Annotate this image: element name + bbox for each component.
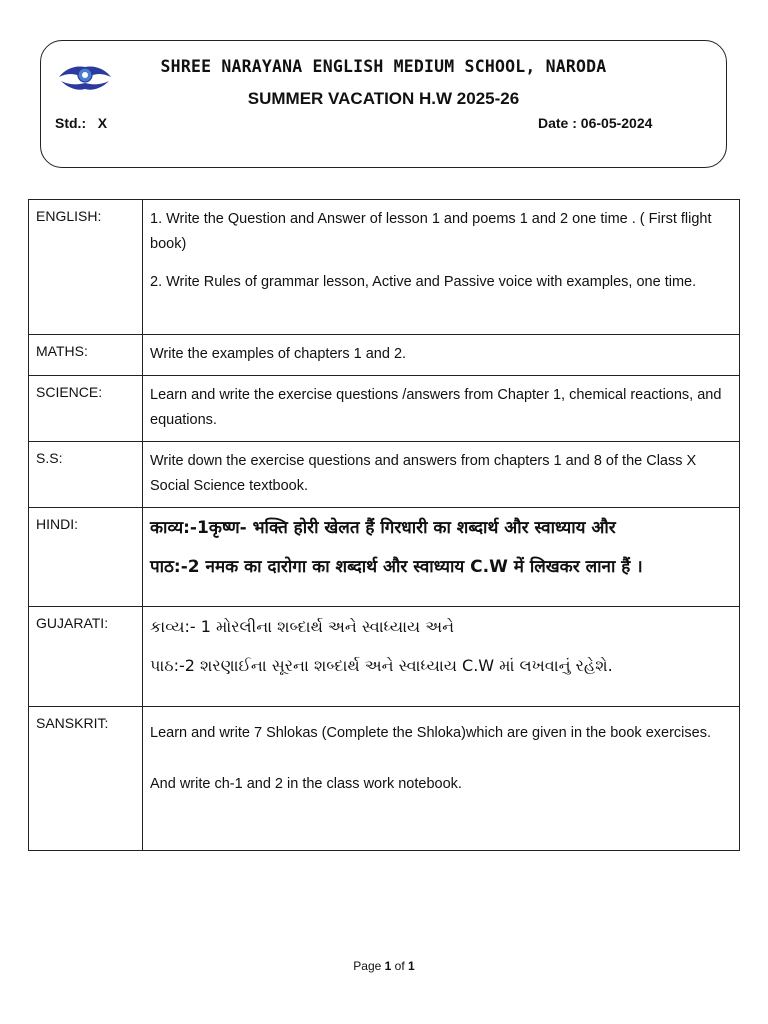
subject-cell: HINDI: [29,508,143,607]
subject-cell: GUJARATI: [29,607,143,707]
task-item: Learn and write the exercise questions /answers from Chapter 1, chemical reactions, and equations. [150,387,722,428]
task-cell [143,376,740,442]
std-field [55,115,107,131]
subject-cell: MATHS: [29,335,143,376]
table-row-english [29,200,740,335]
footer-current-page: 1 [384,959,392,973]
subject-cell: SANSKRIT: [29,707,143,851]
task-item: And write ch-1 and 2 in the class work notebook. [150,776,462,792]
task-item: पाठ:-2 नमक का दारोगा का शब्दार्थ और स्वाध्याय C.W में लिखकर लाना हैं । [150,557,643,577]
std-value: X [97,115,108,131]
task-cell [143,508,740,607]
header-box [40,40,727,168]
table-row-maths [29,335,740,376]
date-field [538,115,652,131]
subject-cell: ENGLISH: [29,200,143,335]
task-item: પાઠ:-2 શરણાઈના સૂરના શબ્દાર્થ અને સ્વાધ્યાય C.W માં લખવાનું રહેશે. [150,656,613,675]
table-row-hindi [29,508,740,607]
table-row-sanskrit [29,707,740,851]
task-item: काव्य:-1कृष्ण- भक्ति होरी खेलत हैं गिरधारी का शब्दार्थ और स्वाध्याय और [150,518,616,538]
footer-total-pages: 1 [408,959,415,973]
page-title: SUMMER VACATION H.W 2025-26 [247,89,520,108]
footer-prefix: Page [353,959,382,973]
footer-of: of [394,959,405,973]
task-cell [143,200,740,335]
subject-cell: SCIENCE: [29,376,143,442]
std-label: Std.: [55,115,87,131]
subject-cell: S.S: [29,442,143,508]
task-item: કાવ્ય:- 1 મોરલીના શબ્દાર્થ અને સ્વાધ્યાય અને [150,617,455,636]
table-row-science [29,376,740,442]
date-value: 06-05-2024 [580,115,653,131]
task-item: 1. Write the Question and Answer of lesson 1 and poems 1 and 2 one time . ( First flight book) [150,211,712,252]
table-row-gujarati [29,607,740,707]
task-cell [143,607,740,707]
task-cell [143,707,740,851]
task-cell [143,335,740,376]
school-name: SHREE NARAYANA ENGLISH MEDIUM SCHOOL, NARODA [160,57,607,76]
date-label: Date : [538,115,577,131]
task-item: Write down the exercise questions and answers from chapters 1 and 8 of the Class X Social Science textbook. [150,453,697,494]
task-cell [143,442,740,508]
table-row-social-science [29,442,740,508]
homework-table [28,199,740,851]
page-number [0,959,768,973]
task-item: Write the examples of chapters 1 and 2. [150,346,407,362]
task-item: 2. Write Rules of grammar lesson, Active and Passive voice with examples, one time. [150,274,697,290]
task-item: Learn and write 7 Shlokas (Complete the Shloka)which are given in the book exercises. [150,725,711,741]
